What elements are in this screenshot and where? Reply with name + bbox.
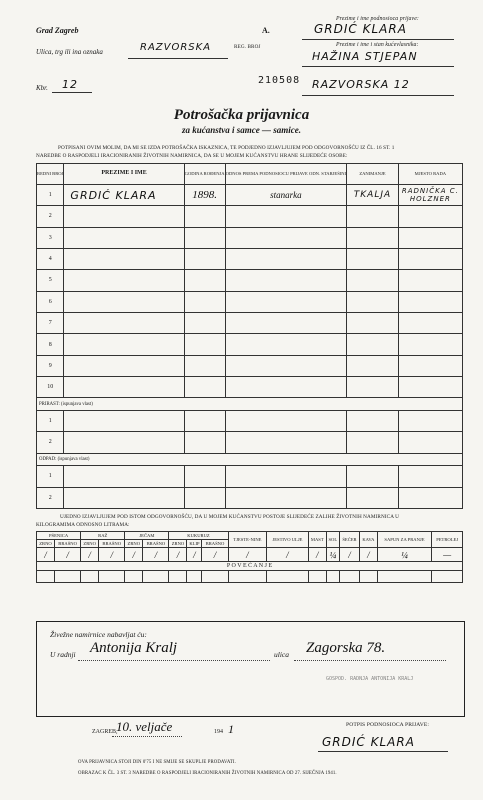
stock-group: KUKURUZ	[169, 532, 228, 540]
footer-note-2: OBRAZAC K ČL. 3 ST. 3 NAREDBE O RASPODJELI IRACIONIRANIH ŽIVOTNIH NAMIRNICA OD 27. SIJEČNJA 1941.	[78, 771, 337, 776]
form-title: Potrošačka prijavnica	[173, 107, 310, 123]
povecanje-label: P O V E Ć A N J E	[37, 562, 463, 571]
table-row	[37, 313, 463, 334]
footer-note-1: OVA PRIJAVNICA STOJI DIN 0'75 I NE SMIJE SE SKUPLJE PRODAVATI.	[78, 760, 236, 765]
col-header-job: ZANIMANJE	[347, 164, 399, 185]
stock-group: SAPUN ZA PRANJE	[377, 532, 432, 548]
col-header-name: PREZIME I IME	[64, 164, 184, 185]
stock-group: KAVA	[360, 532, 377, 548]
city-label: Grad Zagreb	[36, 26, 79, 35]
prirast-label: PRIRAST: (ispunjava vlast)	[37, 398, 463, 411]
stock-group: TJESTE-NINE	[228, 532, 267, 548]
row-number: 1	[37, 466, 64, 487]
stock-value: ¼	[377, 548, 432, 562]
col-header-relation: ODNOS PREMA PODNOSIOCU PRIJAVE ODN. STARJEŠINI	[225, 164, 347, 185]
stock-values-row	[37, 548, 463, 562]
stock-intro-2: KILOGRAMIMA ODNOSNO LITRAMA:	[36, 522, 130, 528]
table-row	[37, 270, 463, 291]
intro-line-1: POTPISANI OVIM MOLIM, DA MI SE IZDA POTROŠAČKA ISKAZNICA, TE PODJEDNO IZJAVLJUJEM POD ODGOVORNOŠĆU IZ ČL. 16 ST. 1	[58, 145, 395, 151]
row-number: 8	[37, 334, 64, 355]
shop-value: Antonija Kralj	[90, 640, 178, 656]
table-row	[37, 377, 463, 398]
intro-line-2: NAREDBE O RASPODJELI IRACIONIRANIH ŽIVOTNIH NAMIRNICA, DA SE U MOJEM KUĆANSTVU HRANE SLIJEDEĆE OSOBE:	[36, 153, 348, 159]
stock-value: /	[308, 548, 326, 562]
table-row	[37, 432, 463, 453]
stock-group: PETROLEJ	[432, 532, 463, 548]
row-number: 4	[37, 248, 64, 269]
row-year: 1898.	[184, 184, 225, 205]
table-row	[37, 206, 463, 227]
signature-label: POTPIS PODNOSIOCA PRIJAVE:	[346, 722, 430, 728]
stock-sub: BRAŠNO	[143, 540, 169, 548]
reg-number: 210508	[258, 75, 301, 86]
table-row	[37, 227, 463, 248]
row-number: 3	[37, 227, 64, 248]
table-row	[37, 248, 463, 269]
signature-value: GRDIĆ KLARA	[322, 735, 415, 749]
stock-group: RAŽ	[81, 532, 125, 540]
stock-value: /	[360, 548, 377, 562]
shop-label: U radnji	[50, 650, 76, 659]
footer-place: ZAGREB,	[92, 729, 118, 735]
stock-intro-1: UJEDNO IZJAVLJUJEM POD ISTOM ODGOVORNOŠĆU, DA U MOJEM KUĆANSTVU POSTOJE SLIJEDEĆE ZALIHE ŽIVOTNIH NAMIRNICA U	[60, 514, 400, 520]
street-value: RAZVORSKA	[140, 42, 212, 53]
stock-sub: BRAŠNO	[55, 540, 81, 548]
stock-sub: ZRNO	[37, 540, 55, 548]
shop-street-label: ulica	[274, 650, 289, 659]
shop-street-value: Zagorska 78.	[306, 640, 386, 656]
row-number: 2	[37, 432, 64, 453]
stock-group: ŠEĆER	[339, 532, 359, 548]
table-row	[37, 410, 463, 431]
stock-value: /	[187, 548, 202, 562]
stock-value: /	[125, 548, 143, 562]
stock-sub: ZRNO	[125, 540, 143, 548]
number-value: 12	[62, 78, 78, 91]
landlord-name: HAŽINA STJEPAN	[312, 50, 418, 63]
stock-value: /	[339, 548, 359, 562]
stock-group: MAST	[308, 532, 326, 548]
row-job: TKALJA	[347, 184, 399, 205]
table-row	[37, 184, 463, 205]
purchase-label: Živežne namirnice nabavljat ću:	[50, 630, 147, 639]
stock-value: /	[55, 548, 81, 562]
stock-value: /	[81, 548, 99, 562]
row-number: 1	[37, 184, 64, 205]
stock-value: /	[99, 548, 125, 562]
row-number: 1	[37, 410, 64, 431]
footer-date: 10. veljače	[116, 719, 173, 734]
street-label: Ulica, trg ili ina oznaka	[36, 48, 103, 56]
row-number: 10	[37, 377, 64, 398]
footer-year-digit: 1	[228, 722, 234, 736]
landlord-address: RAZVORSKA 12	[312, 78, 410, 91]
shop-stamp: GOSPOD. RADNJA ANTONIJA KRALJ	[326, 676, 414, 682]
stock-value: /	[143, 548, 169, 562]
applicant-label: Prezime i ime podnosioca prijave:	[336, 16, 419, 22]
applicant-value: GRDIĆ KLARA	[314, 22, 407, 36]
stock-value: /	[202, 548, 228, 562]
stock-group: PŠENICA	[37, 532, 81, 540]
table-row	[37, 487, 463, 508]
landlord-label: Prezime i ime i stan kućevlasnika:	[336, 42, 419, 48]
footer-year: 194	[214, 729, 223, 735]
stock-sub: BRAŠNO	[202, 540, 228, 548]
stock-group: JESTIVO ULJE	[267, 532, 308, 548]
row-number: 2	[37, 487, 64, 508]
row-number: 9	[37, 355, 64, 376]
stock-sub: ZRNO	[169, 540, 187, 548]
reg-label: REG. BROJ	[234, 44, 261, 50]
row-number: 7	[37, 313, 64, 334]
odpad-label: ODPAD: (ispunjava vlast)	[37, 453, 463, 466]
letter-a: A.	[262, 26, 270, 35]
stock-value: /	[37, 548, 55, 562]
form-subtitle: za kućanstva i samce — samice.	[182, 125, 301, 135]
stock-table	[36, 531, 463, 583]
row-workplace: RADNIČKA C. HOLZNER	[398, 184, 462, 205]
stock-group: SOL	[326, 532, 339, 548]
table-row	[37, 291, 463, 312]
row-relation: stanarka	[225, 184, 347, 205]
row-number: 6	[37, 291, 64, 312]
table-row	[37, 466, 463, 487]
stock-group: JEČAM	[125, 532, 169, 540]
persons-table	[36, 163, 463, 509]
stock-value: /	[228, 548, 267, 562]
col-header-workplace: MJESTO RADA	[398, 164, 462, 185]
stock-value: /	[169, 548, 187, 562]
col-header-number: REDNI BROJ	[37, 164, 64, 185]
stock-sub: BRAŠNO	[99, 540, 125, 548]
stock-value: /	[267, 548, 308, 562]
stock-sub: KLIP	[187, 540, 202, 548]
table-row	[37, 334, 463, 355]
stock-value: ¼	[326, 548, 339, 562]
number-label: Kbr.	[36, 84, 48, 92]
row-number: 2	[37, 206, 64, 227]
col-header-year: GODINA ROĐENJA	[184, 164, 225, 185]
row-name: GRDIĆ KLARA	[64, 184, 184, 205]
stock-value: —	[432, 548, 463, 562]
stock-sub: ZRNO	[81, 540, 99, 548]
row-number: 5	[37, 270, 64, 291]
table-row	[37, 355, 463, 376]
